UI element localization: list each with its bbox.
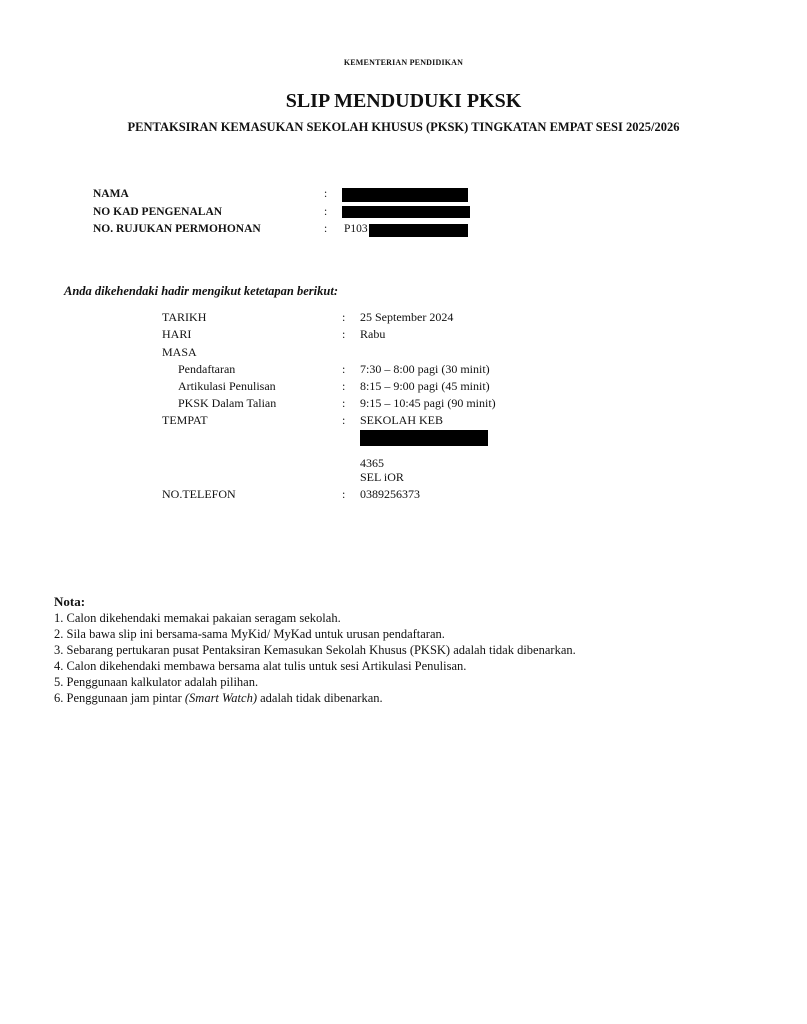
phone-value: 0389256373	[360, 487, 420, 501]
session-registration-colon: :	[342, 362, 346, 376]
place-colon: :	[342, 413, 346, 427]
notes-title: Nota:	[54, 594, 86, 609]
ministry-header: KEMENTERIAN PENDIDIKAN	[343, 58, 464, 67]
name-colon: :	[324, 188, 328, 200]
note-item-6-smart-watch: (Smart Watch)	[184, 691, 257, 705]
name-label: NAMA	[93, 188, 129, 200]
day-colon: :	[342, 327, 346, 341]
day-label: HARI	[162, 327, 192, 341]
place-state: SEL iOR	[360, 470, 404, 484]
phone-colon: :	[342, 487, 346, 501]
reference-redaction	[369, 224, 468, 237]
session-online-time: 9:15 – 10:45 pagi (90 minit)	[360, 396, 496, 410]
ic-colon: :	[324, 206, 328, 218]
phone-label: NO.TELEFON	[162, 487, 236, 501]
session-writing-time: 8:15 – 9:00 pagi (45 minit)	[360, 379, 490, 393]
note-item-4: 4. Calon dikehendaki membawa bersama alat tulis untuk sesi Artikulasi Penulisan.	[54, 659, 467, 673]
ic-redaction	[342, 206, 470, 218]
day-value: Rabu	[360, 327, 386, 341]
session-online-label: PKSK Dalam Talian	[178, 396, 277, 410]
reference-label: NO. RUJUKAN PERMOHONAN	[93, 223, 261, 235]
session-registration-time: 7:30 – 8:00 pagi (30 minit)	[360, 362, 490, 376]
place-label: TEMPAT	[162, 413, 208, 427]
session-writing-colon: :	[342, 379, 346, 393]
slip-subtitle: PENTAKSIRAN KEMASUKAN SEKOLAH KHUSUS (PKSK) TINGKATAN EMPAT SESI 2025/2026	[127, 120, 680, 134]
attendance-instruction: Anda dikehendaki hadir mengikut ketetapan berikut:	[64, 284, 338, 298]
date-label: TARIKH	[162, 310, 207, 324]
reference-colon: :	[324, 223, 328, 235]
session-online-colon: :	[342, 396, 346, 410]
note-item-6-end: adalah tidak dibenarkan.	[256, 691, 383, 705]
place-line-1: SEKOLAH KEB	[360, 413, 443, 427]
note-item-6-start: 6. Penggunaan jam pintar	[54, 691, 185, 705]
note-item-3: 3. Sebarang pertukaran pusat Pentaksiran Kemasukan Sekolah Khusus (PKSK) adalah tidak dibenarkan.	[54, 643, 576, 657]
time-label: MASA	[162, 345, 197, 359]
session-writing-label: Artikulasi Penulisan	[178, 379, 276, 393]
name-redaction	[342, 188, 468, 202]
slip-title: SLIP MENDUDUKI PKSK	[285, 90, 522, 112]
session-registration-label: Pendaftaran	[178, 362, 236, 376]
place-redaction	[360, 430, 488, 446]
place-postcode: 4365	[360, 456, 384, 470]
note-item-5: 5. Penggunaan kalkulator adalah pilihan.	[54, 675, 259, 689]
note-item-1: 1. Calon dikehendaki memakai pakaian seragam sekolah.	[54, 611, 341, 625]
ic-label: NO KAD PENGENALAN	[93, 206, 223, 218]
reference-value: P103	[344, 223, 368, 235]
date-colon: :	[342, 310, 346, 324]
date-value: 25 September 2024	[360, 310, 454, 324]
note-item-2: 2. Sila bawa slip ini bersama-sama MyKid/ MyKad untuk urusan pendaftaran.	[54, 627, 445, 641]
note-item-6	[54, 691, 383, 706]
